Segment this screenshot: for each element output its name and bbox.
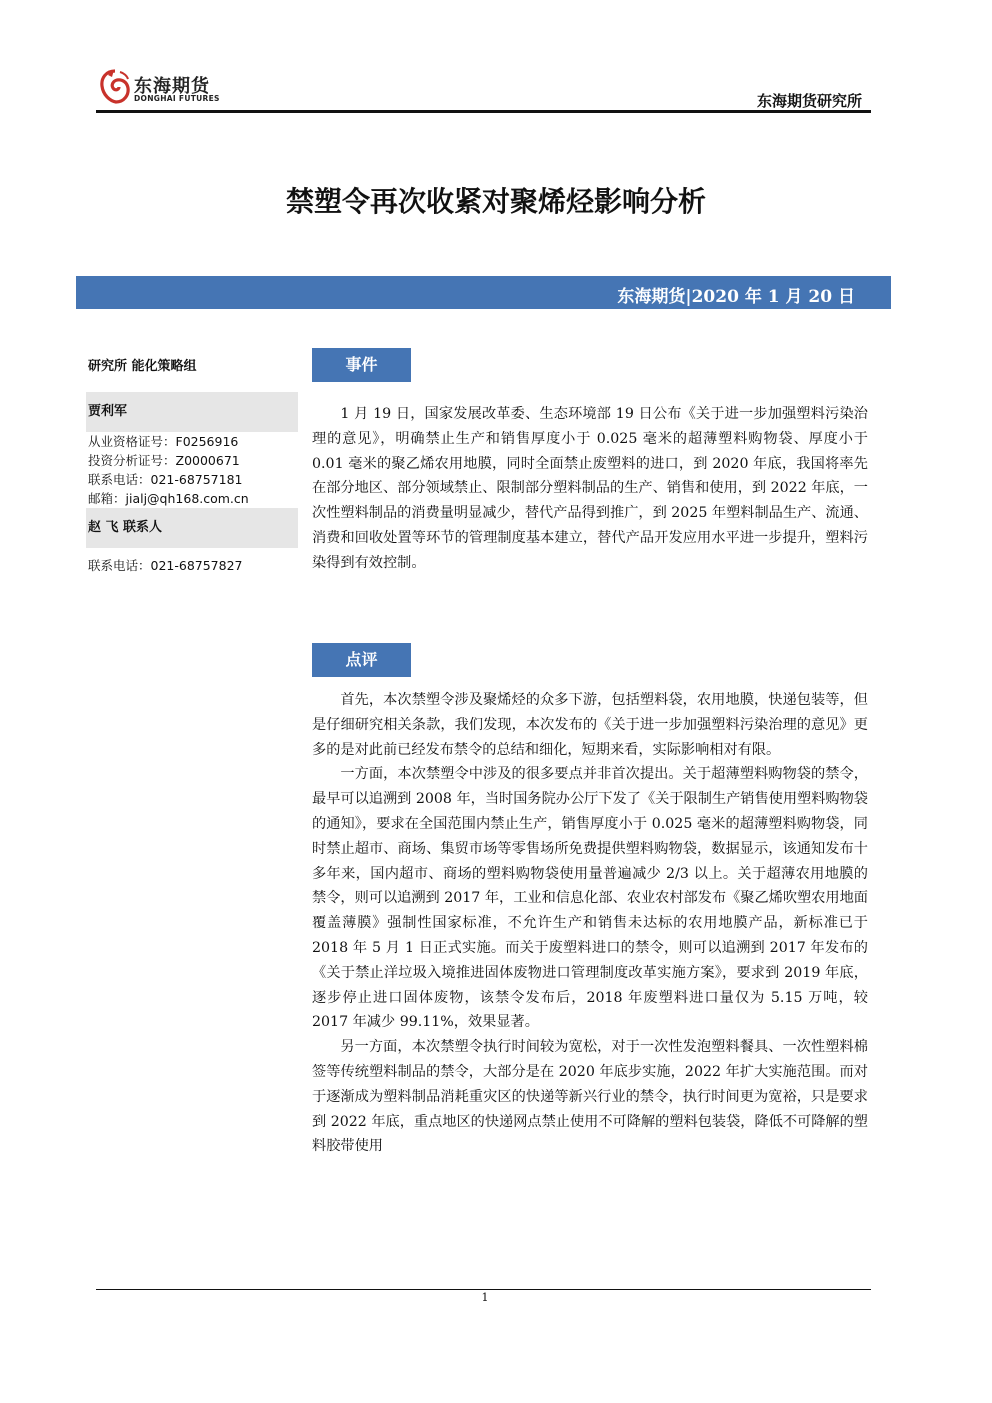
donghai-logo-icon <box>98 68 132 106</box>
event-paragraph: 1 月 19 日，国家发展改革委、生态环境部 19 日公布《关于进一步加强塑料污染治理的意见》，明确禁止生产和销售厚度小于 0.025 毫米的超薄塑料购物袋、厚度小于 0.01 毫米的聚乙烯农用地膜，同时全面禁止废塑料的进口，到 2020 年底，我国将率先在部分地区、部分领域禁止、限制部分塑料制品的生产、销售和使用，到 2022 年底，一次性塑料制品的消费量明显减少，替代产品得到推广，到 2025 年塑料制品生产、流通、消费和回收处置等环节的管理制度基本建立，替代产品开发应用水平进一步提升，塑料污染得到有效控制。 <box>312 406 868 571</box>
review-paragraph: 另一方面，本次禁塑令执行时间较为宽松，对于一次性发泡塑料餐具、一次性塑料棉签等传统塑料制品的禁令，大部分是在 2020 年底步实施，2022 年扩大实施范围。而对于逐渐成为塑料制品消耗重灾区的快递等新兴行业的禁令，执行时间更为宽裕，只是要求到 2022 年底，重点地区的快递网点禁止使用不可降解的塑料包装袋，降低不可降解的塑料胶带使用 <box>312 1039 868 1155</box>
investment-analysis-number: 投资分析证号：Z0000671 <box>88 453 240 468</box>
contact-name: 赵 飞 联系人 <box>86 508 298 548</box>
author-sidebar <box>86 352 298 575</box>
event-section-label: 事件 <box>312 348 411 382</box>
review-paragraph: 首先，本次禁塑令涉及聚烯烃的众多下游，包括塑料袋，农用地膜，快递包装等，但是仔细研究相关条款，我们发现，本次发布的《关于进一步加强塑料污染治理的意见》更多的是对此前已经发布禁令的总结和细化，短期来看，实际影响相对有限。 <box>312 692 868 758</box>
page-title: 禁塑令再次收紧对聚烯烃影响分析 <box>285 185 706 218</box>
qualification-number: 从业资格证号：F0256916 <box>88 434 239 449</box>
analyst-email: 邮箱：jialj@qh168.com.cn <box>88 491 249 506</box>
date-banner-text: 东海期货|2020 年 1 月 20 日 <box>617 287 855 307</box>
footer-divider <box>96 1289 871 1290</box>
company-logo <box>98 68 238 108</box>
contact-phone: 联系电话：021-68757827 <box>88 558 243 573</box>
analyst-phone: 联系电话：021-68757181 <box>88 472 243 487</box>
logo-english-name: DONGHAI FUTURES <box>134 94 220 103</box>
research-group: 研究所 能化策略组 <box>88 359 197 374</box>
analyst-name: 贾利军 <box>86 392 298 432</box>
review-paragraph: 一方面，本次禁塑令中涉及的很多要点并非首次提出。关于超薄塑料购物袋的禁令，最早可以追溯到 2008 年，当时国务院办公厅下发了《关于限制生产销售使用塑料购物袋的通知》，要求在全国范围内禁止生产，销售厚度小于 0.025 毫米的超薄塑料购物袋，同时禁止超市、商场、集贸市场等零售场所免费提供塑料购物袋，数据显示，该通知发布十多年来，国内超市、商场的塑料购物袋使用量普遍减少 2/3 以上。关于超薄农用地膜的禁令，则可以追溯到 2017 年，工业和信息化部、农业农村部发布《聚乙烯吹塑农用地面覆盖薄膜》强制性国家标准，不允许生产和销售未达标的农用地膜产品，新标准已于 2018 年 5 月 1 日正式实施。而关于废塑料进口的禁令，则可以追溯到 2017 年发布的《关于禁止洋垃圾入境推进固体废物进口管理制度改革实施方案》，要求到 2019 年底，逐步停止进口固体废物，该禁令发布后，2018 年废塑料进口量仅为 5.15 万吨，较 2017 年减少 99.11%，效果显著。 <box>312 766 868 1031</box>
header-divider <box>96 110 871 113</box>
review-section-label: 点评 <box>312 643 411 677</box>
page-number: 1 <box>481 1291 489 1304</box>
review-body <box>312 688 868 1159</box>
event-body <box>312 402 868 576</box>
logo-chinese-name: 东海期货 <box>134 76 210 97</box>
date-banner <box>76 276 891 309</box>
institute-name: 东海期货研究所 <box>756 92 862 110</box>
